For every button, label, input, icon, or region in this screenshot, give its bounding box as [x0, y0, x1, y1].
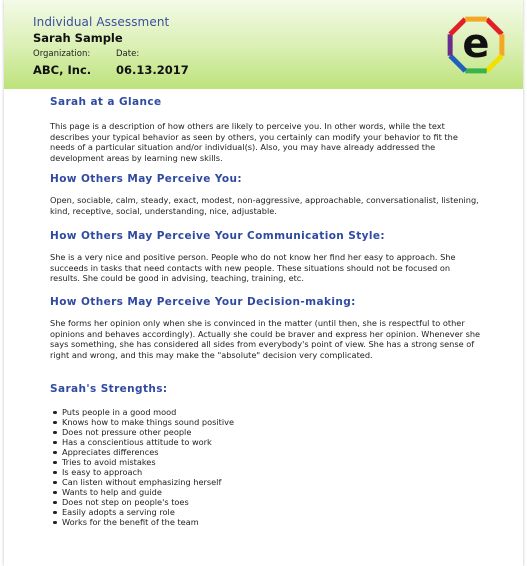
list-item: Does not pressure other people [62, 427, 482, 437]
date-label: Date: [116, 49, 140, 59]
company-logo-icon [444, 13, 508, 77]
report-title: Individual Assessment [33, 15, 170, 29]
section-heading: How Others May Perceive Your Communication Style: [50, 230, 385, 242]
list-item: Easily adopts a serving role [62, 507, 482, 517]
section-heading: Sarah's Strengths: [50, 383, 168, 395]
report-header [4, 0, 523, 89]
list-item: Has a conscientious attitude to work [62, 437, 482, 447]
section-heading: How Others May Perceive You: [50, 173, 242, 185]
section-heading: Sarah at a Glance [50, 96, 162, 108]
list-item: Works for the benefit of the team [62, 517, 482, 527]
list-item: Does not step on people's toes [62, 497, 482, 507]
strengths-list [50, 407, 482, 527]
list-item: Is easy to approach [62, 467, 482, 477]
section-glance [50, 96, 482, 163]
list-item: Puts people in a good mood [62, 407, 482, 417]
person-name: Sarah Sample [33, 31, 123, 45]
organization-label: Organization: [33, 49, 91, 59]
list-item: Can listen without emphasizing herself [62, 477, 482, 487]
list-item: Wants to help and guide [62, 487, 482, 497]
section-decision [50, 296, 482, 360]
section-text: Open, sociable, calm, steady, exact, modest, non-aggressive, approachable, conversationalist, listening, kind, receptive, social, understanding, nice, adjustable. [50, 195, 479, 216]
organization-value: ABC, Inc. [33, 63, 92, 77]
section-text: She forms her opinion only when she is convinced in the matter (until then, she is respectful to other opinions and behaves accordingly). Actually she could be braver and express her opinion. Whenever she says something, she has considered all sides from everybody's point of view. She has a strong sense of right and wrong, and this may make the "absolute" decision very complicated. [50, 318, 481, 360]
logo-letter: e [462, 21, 490, 67]
date-value: 06.13.2017 [116, 63, 189, 77]
list-item: Knows how to make things sound positive [62, 417, 482, 427]
section-heading: How Others May Perceive Your Decision-making: [50, 296, 356, 308]
list-item: Appreciates differences [62, 447, 482, 457]
section-perceive [50, 173, 482, 216]
section-text: She is a very nice and positive person. People who do not know her find her easy to approach. She succeeds in tasks that need contacts with new people. These situations should not be focused on results. She could be good in advising, teaching, training, etc. [50, 252, 456, 283]
section-text: This page is a description of how others are likely to perceive you. In other words, while the text describes your typical behavior as seen by others, you certainly can modify your behavior to fit the needs of a particular situation and/or individual(s). Also, you may have already addressed the development areas by learning new skills. [50, 121, 458, 163]
section-communication [50, 230, 482, 284]
list-item: Tries to avoid mistakes [62, 457, 482, 467]
report-page [4, 0, 523, 566]
section-strengths [50, 383, 482, 527]
